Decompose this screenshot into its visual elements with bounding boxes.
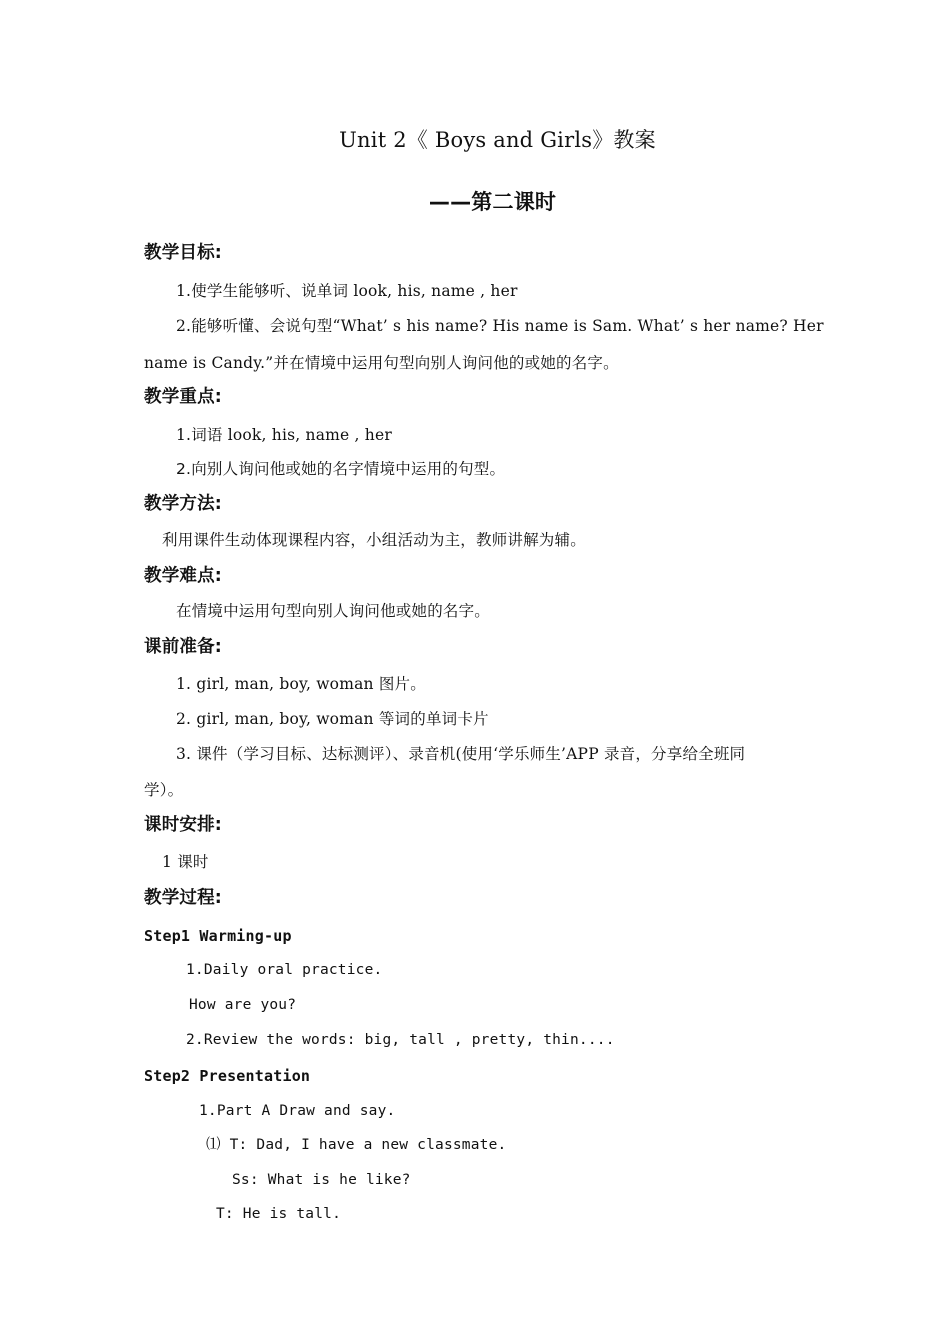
step2-line-2: ⑴ T: Dad, I have a new classmate. — [206, 1137, 507, 1153]
preparation-item-1: 1. girl, man, boy, woman 图片。 — [176, 675, 426, 693]
heading-method: 教学方法: — [144, 494, 222, 514]
heading-key-points: 教学重点: — [144, 387, 222, 407]
schedule-text: 1 课时 — [162, 853, 209, 871]
step2-title: Step2 Presentation — [144, 1067, 311, 1085]
document-subtitle: ——第二课时 — [428, 190, 557, 214]
step2-line-3: Ss: What is he like? — [232, 1172, 411, 1188]
preparation-item-3-line-1: 3. 课件（学习目标、达标测评）、录音机(使用‘学乐师生’APP 录音，分享给全班同 — [176, 745, 746, 763]
objective-item-1: 1.使学生能够听、说单词 look, his, name , her — [176, 282, 518, 300]
step1-title: Step1 Warming-up — [144, 927, 292, 945]
heading-objectives: 教学目标: — [144, 243, 222, 263]
heading-schedule: 课时安排: — [144, 815, 222, 835]
preparation-item-3-line-2: 学）。 — [144, 781, 184, 799]
step1-line-1: 1.Daily oral practice. — [186, 962, 383, 978]
document-title: Unit 2《 Boys and Girls》教案 — [339, 128, 656, 152]
difficulty-text: 在情境中运用句型向别人询问他或她的名字。 — [176, 602, 491, 620]
preparation-item-2: 2. girl, man, boy, woman 等词的单词卡片 — [176, 710, 489, 728]
objective-item-2-line-1: 2.能够听懂、会说句型“What’ s his name? His name is Sam. What’ s her name? Her — [176, 317, 824, 335]
objective-item-2-line-2: name is Candy.”并在情境中运用句型向别人询问他的或她的名字。 — [144, 354, 619, 372]
key-point-item-2: 2.向别人询问他或她的名字情境中运用的句型。 — [176, 460, 506, 478]
step1-line-2: How are you? — [189, 997, 297, 1013]
method-text: 利用课件生动体现课程内容，小组活动为主，教师讲解为辅。 — [162, 531, 586, 549]
heading-preparation: 课前准备: — [144, 637, 222, 657]
heading-process: 教学过程: — [144, 888, 222, 908]
key-point-item-1: 1.词语 look, his, name , her — [176, 426, 392, 444]
step2-line-4: T: He is tall. — [216, 1206, 342, 1222]
step1-line-3: 2.Review the words: big, tall , pretty, thin.... — [186, 1032, 615, 1048]
step2-line-1: 1.Part A Draw and say. — [199, 1103, 396, 1119]
heading-difficulty: 教学难点: — [144, 566, 222, 586]
